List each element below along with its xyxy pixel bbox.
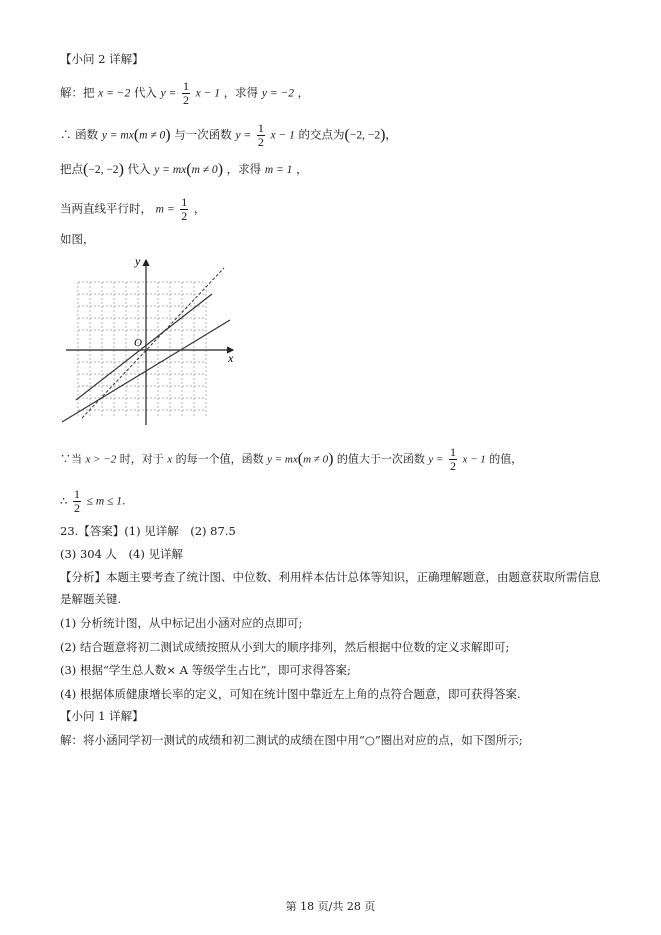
part1-header: 【小问 1 详解】 — [60, 709, 144, 723]
solution-line-4: 当两直线平行时， m = $\frac{1}{2}$ ， — [60, 195, 206, 223]
part2-header: 【小问 2 详解】 — [60, 52, 144, 66]
dashed-line — [82, 268, 224, 418]
x-axis-label: x — [228, 351, 234, 365]
figure-caption: 如图， — [60, 232, 95, 246]
fraction: $\frac{1}{2}$ — [181, 195, 188, 223]
y-axis-label: y — [135, 254, 141, 268]
analysis-step-3: (3) 根据“学生总人数× A 等级学生占比”，即可求得答案; — [60, 663, 351, 677]
analysis-step-2: (2) 结合题意将初二测试成绩按照从小到大的顺序排列，然后根据中位数的定义求解即可; — [60, 640, 510, 654]
analysis-step-1: (1) 分析统计图，从中标记出小涵对应的点即可; — [60, 616, 303, 630]
coordinate-graph — [58, 250, 248, 430]
q23-answer-line-2: (3) 304 人 (4) 见详解 — [60, 547, 183, 561]
fraction: $\frac{1}{2}$ — [183, 79, 189, 107]
fraction: $\frac{1}{2}$ — [449, 445, 456, 473]
solution-line-1: 解：把 x = −2 代入 y = $\frac{1}{2}$ x − 1 ，求得 y = −2 ， — [60, 79, 310, 107]
fraction: $\frac{1}{2}$ — [257, 121, 264, 149]
line-y-equals-x — [76, 294, 212, 400]
analysis-step-4: (4) 根据体质健康增长率的定义，可知在统计图中靠近左上角的点符合题意，即可获得答案. — [60, 687, 521, 701]
part1-solution: 解：将小涵同学初一测试的成绩和初二测试的成绩在图中用“○”圈出对应的点，如下图所示; — [60, 733, 523, 747]
q23-answer-line-1: 23.【答案】(1) 见详解 (2) 87.5 — [60, 524, 236, 538]
solution-line-2: ∴ 函数 y = mx(m ≠ 0) 与一次函数 y = $\frac{1}{2}$ x − 1 的交点为(−2, −2)， — [60, 121, 397, 149]
analysis-paragraph: 【分析】本题主要考查了统计图、中位数、利用样本估计总体等知识，正确理解题意，由题意获取所需信息是解题关键. — [60, 570, 601, 606]
page-footer: 第 18 页/共 28 页 — [285, 900, 376, 913]
fraction: $\frac{1}{2}$ — [73, 487, 80, 515]
because-line: ∵当 x > −2 时，对于 x 的每一个值，函数 y = mx(m ≠ 0) 的值大于一次函数 y = $\frac{1}{2}$ x − 1 的值， — [60, 445, 523, 473]
conclusion-line: ∴ $\frac{1}{2}$ ≤ m ≤ 1. — [60, 487, 126, 515]
origin-label: O — [134, 337, 142, 349]
solution-line-3: 把点(−2, −2) 代入 y = mx(m ≠ 0) ，求得 m = 1 ， — [60, 161, 308, 178]
